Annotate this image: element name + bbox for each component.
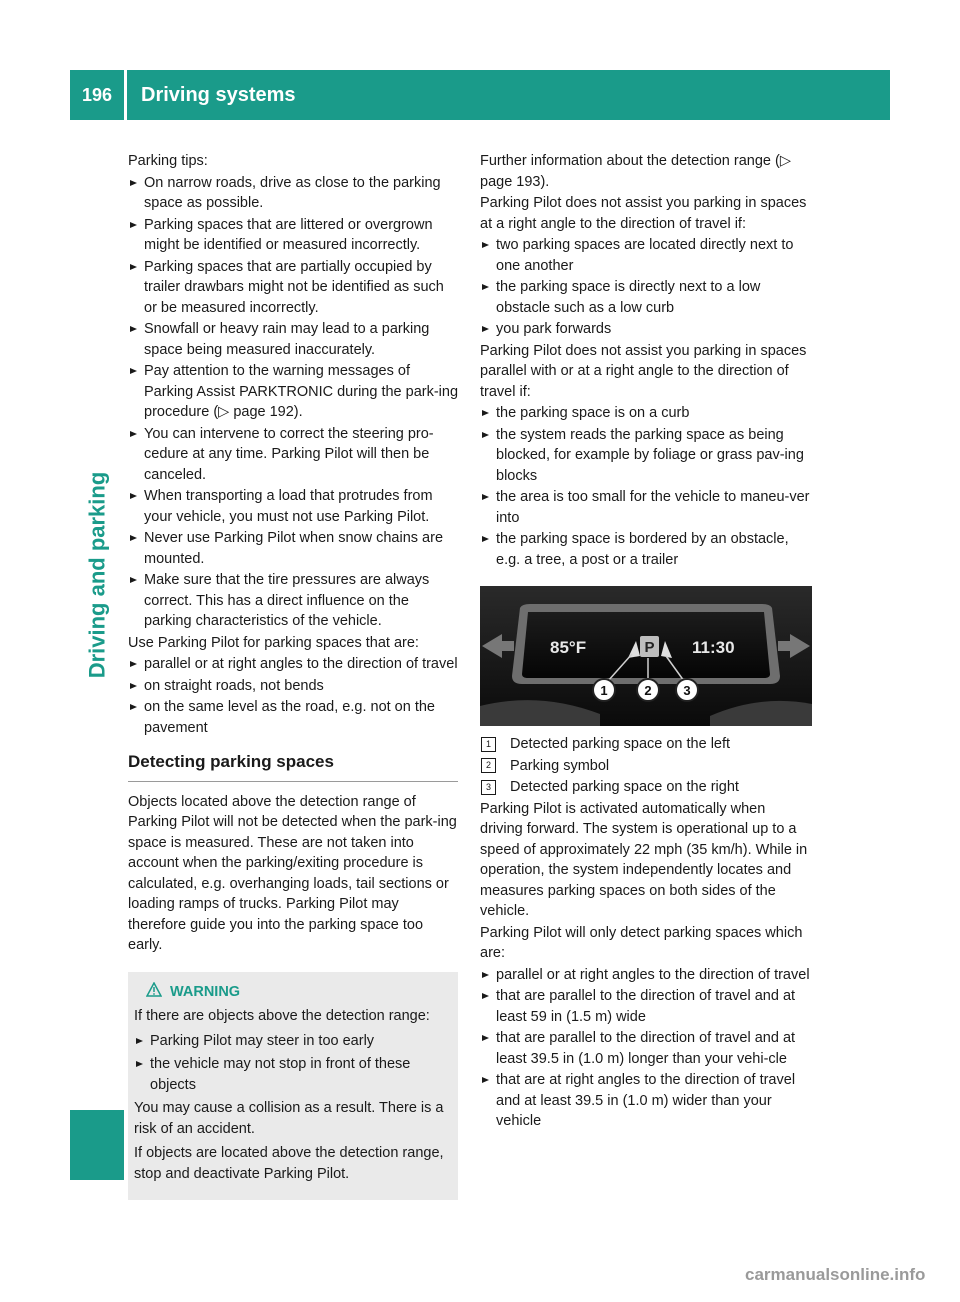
list-item: Pay attention to the warning messages of Parking Assist PARKTRONIC during the park-ing procedure (▷ page 192). <box>128 361 458 423</box>
page-number: 196 <box>81 84 113 105</box>
list-item: on straight roads, not bends <box>128 676 458 697</box>
instrument-display-figure <box>480 586 812 726</box>
section-paragraph: Objects located above the detection range of Parking Pilot will not be detected when the park-ing space is measured. These are not taken into account when the parking/exiting procedure is calculated, e.g. overhanging loads, tail sections or loading ramps of trucks. Parking Pilot may therefore guide you into the parking space too early. <box>128 793 457 953</box>
further-info: Further information about the detection range (▷ page 193). <box>480 153 791 190</box>
warning-triangle-icon <box>146 982 162 1004</box>
no-assist-parallel-intro: Parking Pilot does not assist you parking in spaces parallel with or at a right angle to the direction of travel if: <box>480 342 807 400</box>
display-illustration <box>480 586 812 726</box>
list-item: parallel or at right angles to the direction of travel <box>480 965 812 986</box>
detect-intro: Parking Pilot will only detect parking spaces which are: <box>480 924 803 961</box>
list-item: the parking space is bordered by an obstacle, e.g. a tree, a post or a trailer <box>480 529 812 570</box>
parking-symbol-letter: P <box>644 639 655 656</box>
list-item: Parking Pilot may steer in too early <box>134 1031 450 1052</box>
warning-title: WARNING <box>170 984 241 1000</box>
svg-text:2: 2 <box>644 683 652 698</box>
watermark: carmanualsonline.info <box>745 1265 926 1284</box>
activation-paragraph: Parking Pilot is activated automatically when driving forward. The system is operational up to a speed of approximately 22 mph (35 km/h). While in operation, the system independently locates and measures parking spaces on both sides of the vehicle. <box>480 800 808 919</box>
list-item: You can intervene to correct the steering pro-cedure at any time. Parking Pilot will then be canceled. <box>128 424 458 486</box>
temperature-readout: 85°F <box>550 638 587 657</box>
list-item: Parking spaces that are littered or overgrown might be identified or measured incorrectly. <box>128 215 458 256</box>
callout-text: Detected parking space on the right <box>510 779 739 795</box>
list-item: Parking spaces that are partially occupied by trailer drawbars might not be identified as such or be measured incorrectly. <box>128 257 458 319</box>
callout-text: Parking symbol <box>510 757 610 774</box>
callout-number: 1 <box>481 737 496 752</box>
list-item: that are parallel to the direction of travel and at least 39.5 in (1.0 m) longer than your vehi-cle <box>480 1028 812 1069</box>
callout-marker-2 <box>637 679 659 701</box>
tips-title: Parking tips: <box>128 153 208 169</box>
list-item: Never use Parking Pilot when snow chains are mounted. <box>128 528 458 569</box>
callout-marker-1 <box>593 679 615 701</box>
callout-legend-item <box>480 756 812 777</box>
list-item: the area is too small for the vehicle to maneu-ver into <box>480 487 812 528</box>
detect-list <box>480 965 812 1132</box>
callout-legend-item <box>480 734 812 755</box>
list-item: parallel or at right angles to the direction of travel <box>128 654 458 675</box>
use-list <box>128 654 458 738</box>
header-divider <box>124 70 127 120</box>
list-item: the vehicle may not stop in front of these objects <box>134 1054 450 1095</box>
callout-marker-3 <box>676 679 698 701</box>
warning-text: You may cause a collision as a result. There is a risk of an accident. <box>134 1100 444 1137</box>
no-assist-right-list <box>480 235 812 340</box>
time-readout: 11:30 <box>692 638 735 657</box>
left-column <box>128 151 458 1200</box>
list-item: on the same level as the road, e.g. not on the pavement <box>128 697 458 738</box>
side-tab-marker <box>70 1110 124 1180</box>
svg-text:1: 1 <box>600 683 608 698</box>
list-item: When transporting a load that protrudes from your vehicle, you must not use Parking Pilot. <box>128 486 458 527</box>
section-heading: Detecting parking spaces <box>128 752 458 782</box>
callout-text: Detected parking space on the left <box>510 736 731 752</box>
list-item: Snowfall or heavy rain may lead to a parking space being measured inaccurately. <box>128 319 458 360</box>
list-item: that are at right angles to the direction of travel and at least 39.5 in (1.0 m) wider than your vehicle <box>480 1070 812 1132</box>
list-item: the system reads the parking space as being blocked, for example by foliage or grass pav-ing blocks <box>480 425 812 487</box>
page-title: Driving systems <box>141 83 296 106</box>
tips-list <box>128 173 458 632</box>
callout-number: 2 <box>481 758 496 773</box>
callout-legend-item <box>480 777 812 798</box>
right-column <box>480 151 812 1133</box>
warning-heading <box>146 982 450 1004</box>
list-item: the parking space is on a curb <box>480 403 812 424</box>
warning-list <box>134 1031 450 1096</box>
no-assist-parallel-list <box>480 403 812 570</box>
warning-text: If objects are located above the detection range, stop and deactivate Parking Pilot. <box>134 1145 444 1182</box>
no-assist-right-intro: Parking Pilot does not assist you parking in spaces at a right angle to the direction of travel if: <box>480 195 807 232</box>
list-item: two parking spaces are located directly next to one another <box>480 235 812 276</box>
list-item: you park forwards <box>480 319 812 340</box>
side-tab-label: Driving and parking <box>84 471 109 679</box>
list-item: the parking space is directly next to a low obstacle such as a low curb <box>480 277 812 318</box>
svg-text:3: 3 <box>683 683 691 698</box>
list-item: On narrow roads, drive as close to the parking space as possible. <box>128 173 458 214</box>
warning-intro: If there are objects above the detection range: <box>134 1008 430 1024</box>
callout-number: 3 <box>481 780 496 795</box>
list-item: Make sure that the tire pressures are always correct. This has a direct influence on the parking characteristics of the vehicle. <box>128 570 458 632</box>
warning-box <box>128 972 458 1201</box>
list-item: that are parallel to the direction of travel and at least 59 in (1.5 m) wide <box>480 986 812 1027</box>
use-intro: Use Parking Pilot for parking spaces that are: <box>128 634 419 651</box>
